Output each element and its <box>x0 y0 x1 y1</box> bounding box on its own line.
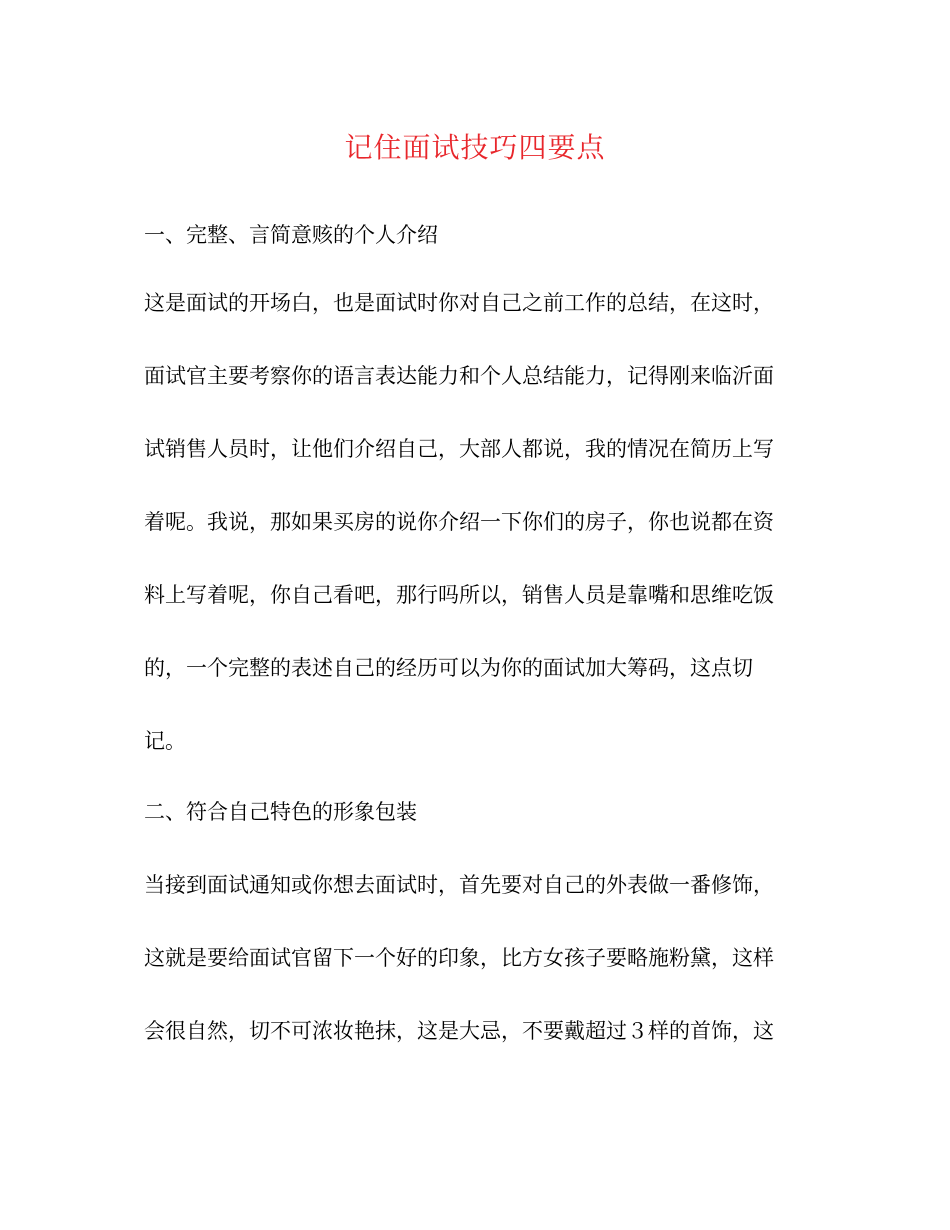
paragraph-line: 的，一个完整的表述自己的经历可以为你的面试加大筹码，这点切 <box>144 656 753 680</box>
section-heading-2: 二、符合自己特色的形象包装 <box>144 800 417 824</box>
paragraph-line: 料上写着呢，你自己看吧，那行吗所以，销售人员是靠嘴和思维吃饭 <box>144 583 774 607</box>
paragraph-line: 会很自然，切不可浓妆艳抹，这是大忌，不要戴超过３样的首饰，这 <box>144 1019 774 1043</box>
paragraph-line: 试销售人员时，让他们介绍自己，大部人都说，我的情况在简历上写 <box>144 437 774 461</box>
paragraph-line: 着呢。我说，那如果买房的说你介绍一下你们的房子，你也说都在资 <box>144 510 774 534</box>
paragraph-line: 这是面试的开场白，也是面试时你对自己之前工作的总结，在这时， <box>144 291 774 315</box>
section-heading-1: 一、完整、言简意赅的个人介绍 <box>144 223 438 247</box>
paragraph-line: 面试官主要考察你的语言表达能力和个人总结能力，记得刚来临沂面 <box>144 364 774 388</box>
document-title: 记住面试技巧四要点 <box>344 131 606 164</box>
paragraph-line: 这就是要给面试官留下一个好的印象，比方女孩子要略施粉黛，这样 <box>144 946 774 970</box>
paragraph-line: 当接到面试通知或你想去面试时，首先要对自己的外表做一番修饰， <box>144 873 774 897</box>
paragraph-line: 记。 <box>144 729 186 753</box>
